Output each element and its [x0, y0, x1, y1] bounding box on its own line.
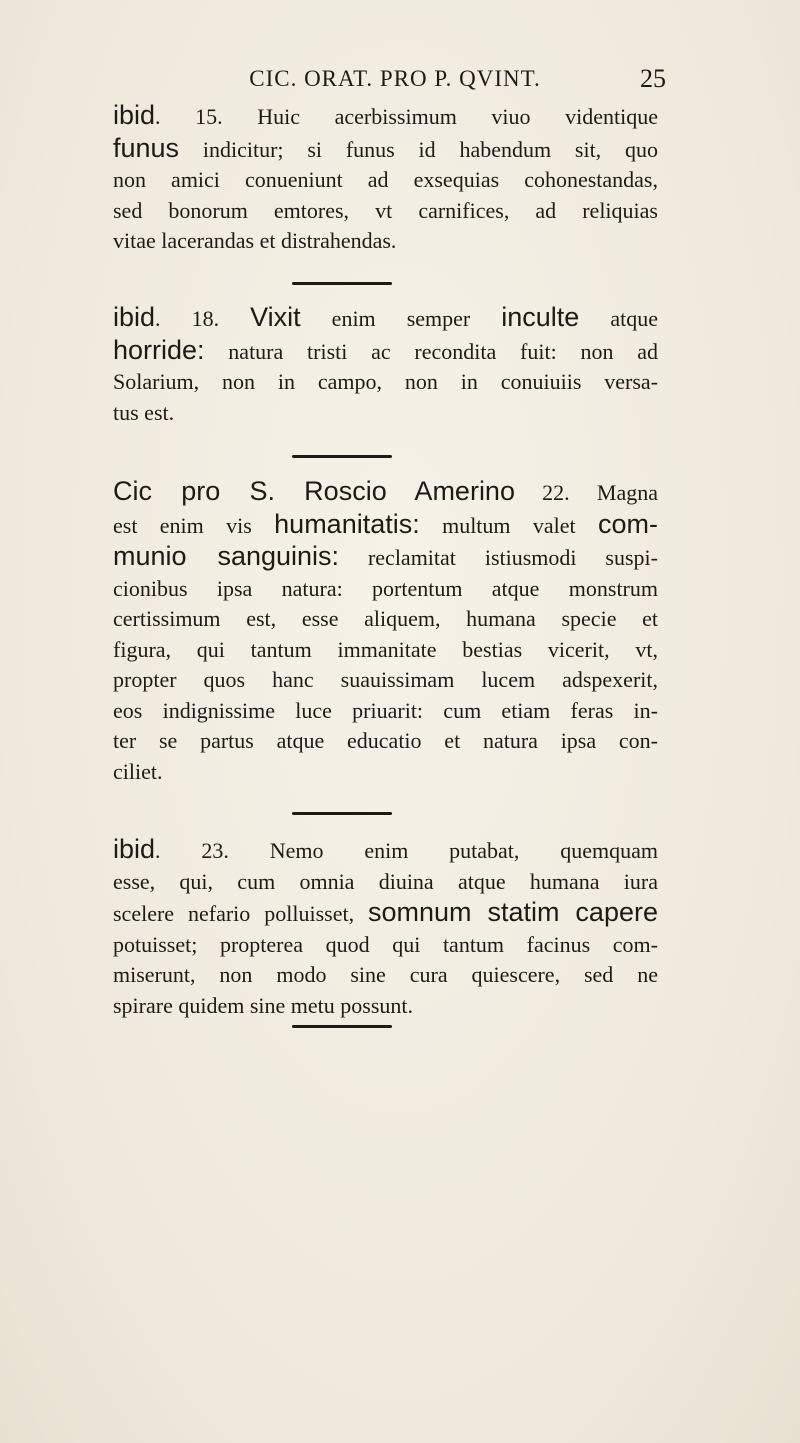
- text-line: [113, 897, 658, 930]
- text-segment: enim semper: [300, 306, 502, 331]
- text-line: [113, 196, 658, 227]
- emphasized-term: munio sanguinis:: [113, 541, 340, 571]
- emphasized-term: com-: [598, 508, 658, 539]
- text-line: [113, 335, 658, 368]
- section-divider: [292, 812, 392, 815]
- text-line: [113, 476, 658, 509]
- text-line: [113, 100, 658, 133]
- text-line: [113, 696, 658, 727]
- text-segment: . 18.: [155, 306, 251, 331]
- emphasized-term: inculte: [501, 302, 580, 332]
- text-line: [113, 509, 658, 542]
- text-segment: est enim vis: [113, 512, 275, 538]
- emphasized-term: somnum statim capere: [368, 897, 658, 927]
- emphasized-term: horride:: [113, 334, 205, 365]
- entry-ibid-23: [113, 834, 658, 1021]
- text-segment: reclamitat istiusmodi suspi-: [339, 545, 658, 570]
- entry-roscio-amerino-22: [113, 476, 658, 787]
- section-divider: [292, 282, 392, 285]
- text-segment: atque: [579, 306, 658, 331]
- text-line: [113, 635, 658, 666]
- text-segment: tus est.: [113, 399, 175, 425]
- text-line: [113, 367, 658, 398]
- text-segment: eos indignissime luce priuarit: cum etiam feras in-: [113, 697, 658, 723]
- text-line: [113, 302, 658, 335]
- text-segment: vitae lacerandas et distrahendas.: [113, 228, 397, 253]
- text-line: [113, 960, 658, 991]
- section-divider: [292, 455, 392, 458]
- text-line: [113, 398, 658, 429]
- emphasized-term: ibid: [113, 100, 156, 130]
- text-segment: propter quos hanc suauissimam lucem adspexerit,: [113, 667, 658, 692]
- text-segment: scelere nefario polluisset,: [113, 901, 369, 926]
- emphasized-term: Cic pro S. Roscio Amerino: [113, 476, 515, 506]
- text-segment: . 15. Huic acerbissimum viuo videntique: [155, 104, 658, 129]
- text-segment: potuisset; propterea quod qui tantum facinus com-: [113, 931, 658, 957]
- text-line: [113, 541, 658, 574]
- text-line: [113, 133, 658, 166]
- text-segment: spirare quidem sine metu possunt.: [113, 992, 414, 1018]
- entry-ibid-18: [113, 302, 658, 428]
- text-segment: sed bonorum emtores, vt carnifices, ad reliquias: [113, 197, 658, 223]
- text-line: [113, 574, 658, 605]
- emphasized-term: ibid: [113, 302, 156, 332]
- text-segment: certissimum est, esse aliquem, humana specie et: [113, 606, 658, 631]
- text-line: [113, 604, 658, 635]
- text-segment: . 23. Nemo enim putabat, quemquam: [155, 838, 658, 863]
- text-segment: non amici conueniunt ad exsequias cohonestandas,: [113, 167, 658, 192]
- entry-ibid-15: [113, 100, 658, 257]
- text-line: [113, 991, 658, 1022]
- text-line: [113, 726, 658, 757]
- text-segment: miserunt, non modo sine cura quiescere, sed ne: [113, 962, 658, 987]
- text-line: [113, 165, 658, 196]
- emphasized-term: humanitatis:: [274, 508, 420, 539]
- text-line: [113, 867, 658, 898]
- text-segment: multum valet: [419, 512, 598, 538]
- text-segment: esse, qui, cum omnia diuina atque humana iura: [113, 868, 658, 894]
- emphasized-term: Vixit: [250, 302, 301, 332]
- text-line: [113, 665, 658, 696]
- text-segment: indicitur; si funus id habendum sit, quo: [179, 136, 658, 162]
- text-segment: cionibus ipsa natura: portentum atque monstrum: [113, 575, 658, 601]
- text-line: [113, 930, 658, 961]
- text-segment: 22. Magna: [514, 480, 658, 505]
- section-divider: [292, 1025, 392, 1028]
- text-segment: natura tristi ac recondita fuit: non ad: [204, 338, 658, 364]
- text-segment: figura, qui tantum immanitate bestias vicerit, vt,: [113, 636, 658, 662]
- text-segment: Solarium, non in campo, non in conuiuiis versa-: [113, 369, 658, 394]
- text-segment: ciliet.: [113, 758, 163, 784]
- text-line: [113, 757, 658, 788]
- running-header: CIC. ORAT. PRO P. QVINT.: [249, 66, 541, 91]
- emphasized-term: ibid: [113, 834, 156, 864]
- text-line: [113, 834, 658, 867]
- text-line: [113, 226, 658, 257]
- page-number: 25: [640, 64, 666, 93]
- emphasized-term: funus: [113, 132, 180, 163]
- text-segment: ter se partus atque educatio et natura ipsa con-: [113, 728, 658, 753]
